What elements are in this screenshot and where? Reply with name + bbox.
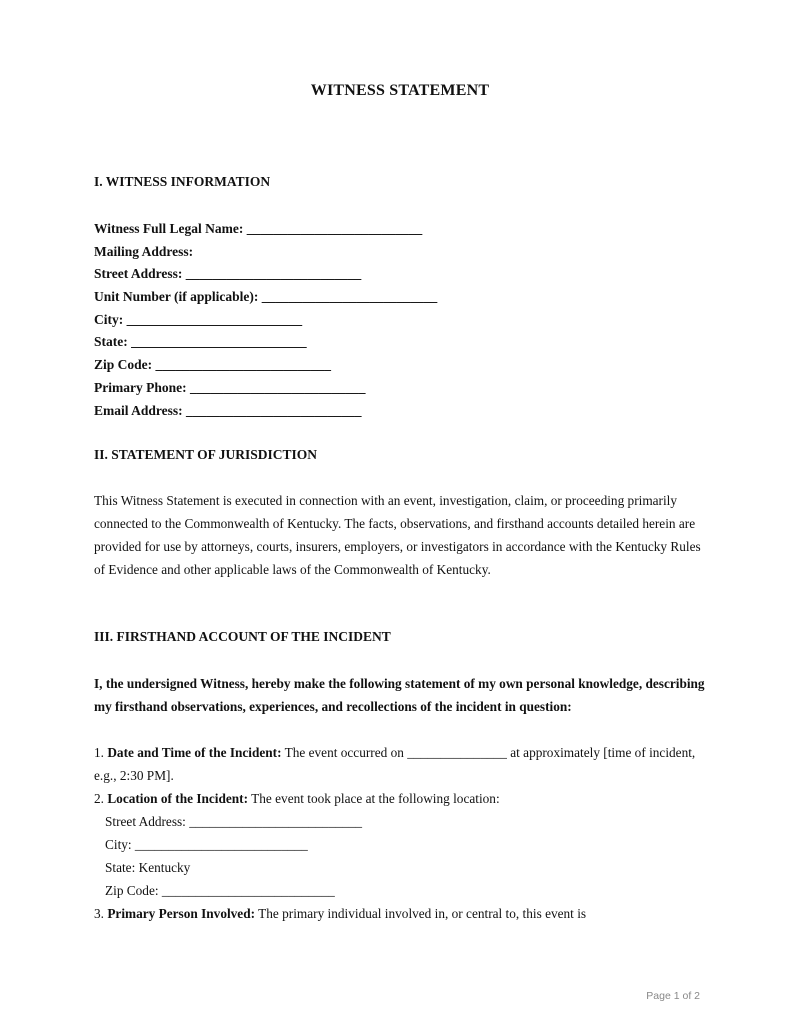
location-zip-code: Zip Code: __________________________: [105, 883, 335, 898]
item-number: 1.: [94, 745, 104, 760]
location-city: City: __________________________: [105, 837, 308, 852]
document-title: WITNESS STATEMENT: [310, 82, 490, 99]
field-primary-phone: Primary Phone: __________________________: [94, 379, 366, 395]
item-label: Primary Person Involved:: [107, 906, 256, 921]
list-item-location: [94, 787, 706, 810]
item-number: 2.: [94, 791, 104, 806]
field-unit-number: Unit Number (if applicable): __________________________: [94, 289, 438, 305]
field-witness-full-legal-name: Witness Full Legal Name: __________________________: [94, 221, 423, 236]
item-text: The event occurred on _______________ at approximately [time of incident, e.g., 2:30 PM].: [94, 745, 696, 783]
section-heading-firsthand-account: III. FIRSTHAND ACCOUNT OF THE INCIDENT: [94, 629, 391, 644]
field-state: State: __________________________: [94, 334, 307, 350]
item-label: Location of the Incident:: [107, 791, 249, 806]
item-label: Date and Time of the Incident:: [107, 745, 282, 760]
list-item-date-time: [94, 741, 706, 787]
list-item-primary-person: [94, 902, 706, 925]
witness-info-fields: [94, 218, 714, 422]
field-zip-code: Zip Code: __________________________: [94, 357, 332, 373]
location-state: State: Kentucky: [105, 860, 191, 875]
field-mailing-address: Mailing Address:: [94, 243, 194, 259]
field-city: City: __________________________: [94, 311, 303, 327]
item-number: 3.: [94, 906, 104, 921]
section-heading-witness-information: I. WITNESS INFORMATION: [94, 174, 271, 189]
incident-details-list: [94, 741, 706, 925]
item-text: The event took place at the following location:: [251, 791, 500, 806]
account-intro-paragraph: I, the undersigned Witness, hereby make the following statement of my own personal knowledge, describing my firsthand observations, experiences, and recollections of the incident in question:: [94, 676, 705, 714]
page-number: Page 1 of 2: [646, 990, 700, 1002]
field-street-address: Street Address: __________________________: [94, 266, 362, 282]
section-heading-jurisdiction: II. STATEMENT OF JURISDICTION: [94, 447, 318, 462]
jurisdiction-paragraph: This Witness Statement is executed in connection with an event, investigation, claim, or proceeding primarily connected to the Commonwealth of Kentucky. The facts, observations, and firsthand accounts detailed herein are provided for use by attorneys, courts, insurers, employers, or investigators in accordance with the Kentucky Rules of Evidence and other applicable laws of the Commonwealth of Kentucky.: [94, 493, 701, 577]
location-street-address: Street Address: __________________________: [105, 814, 363, 829]
item-text: The primary individual involved in, or central to, this event is: [258, 906, 587, 921]
field-email-address: Email Address: __________________________: [94, 402, 362, 418]
